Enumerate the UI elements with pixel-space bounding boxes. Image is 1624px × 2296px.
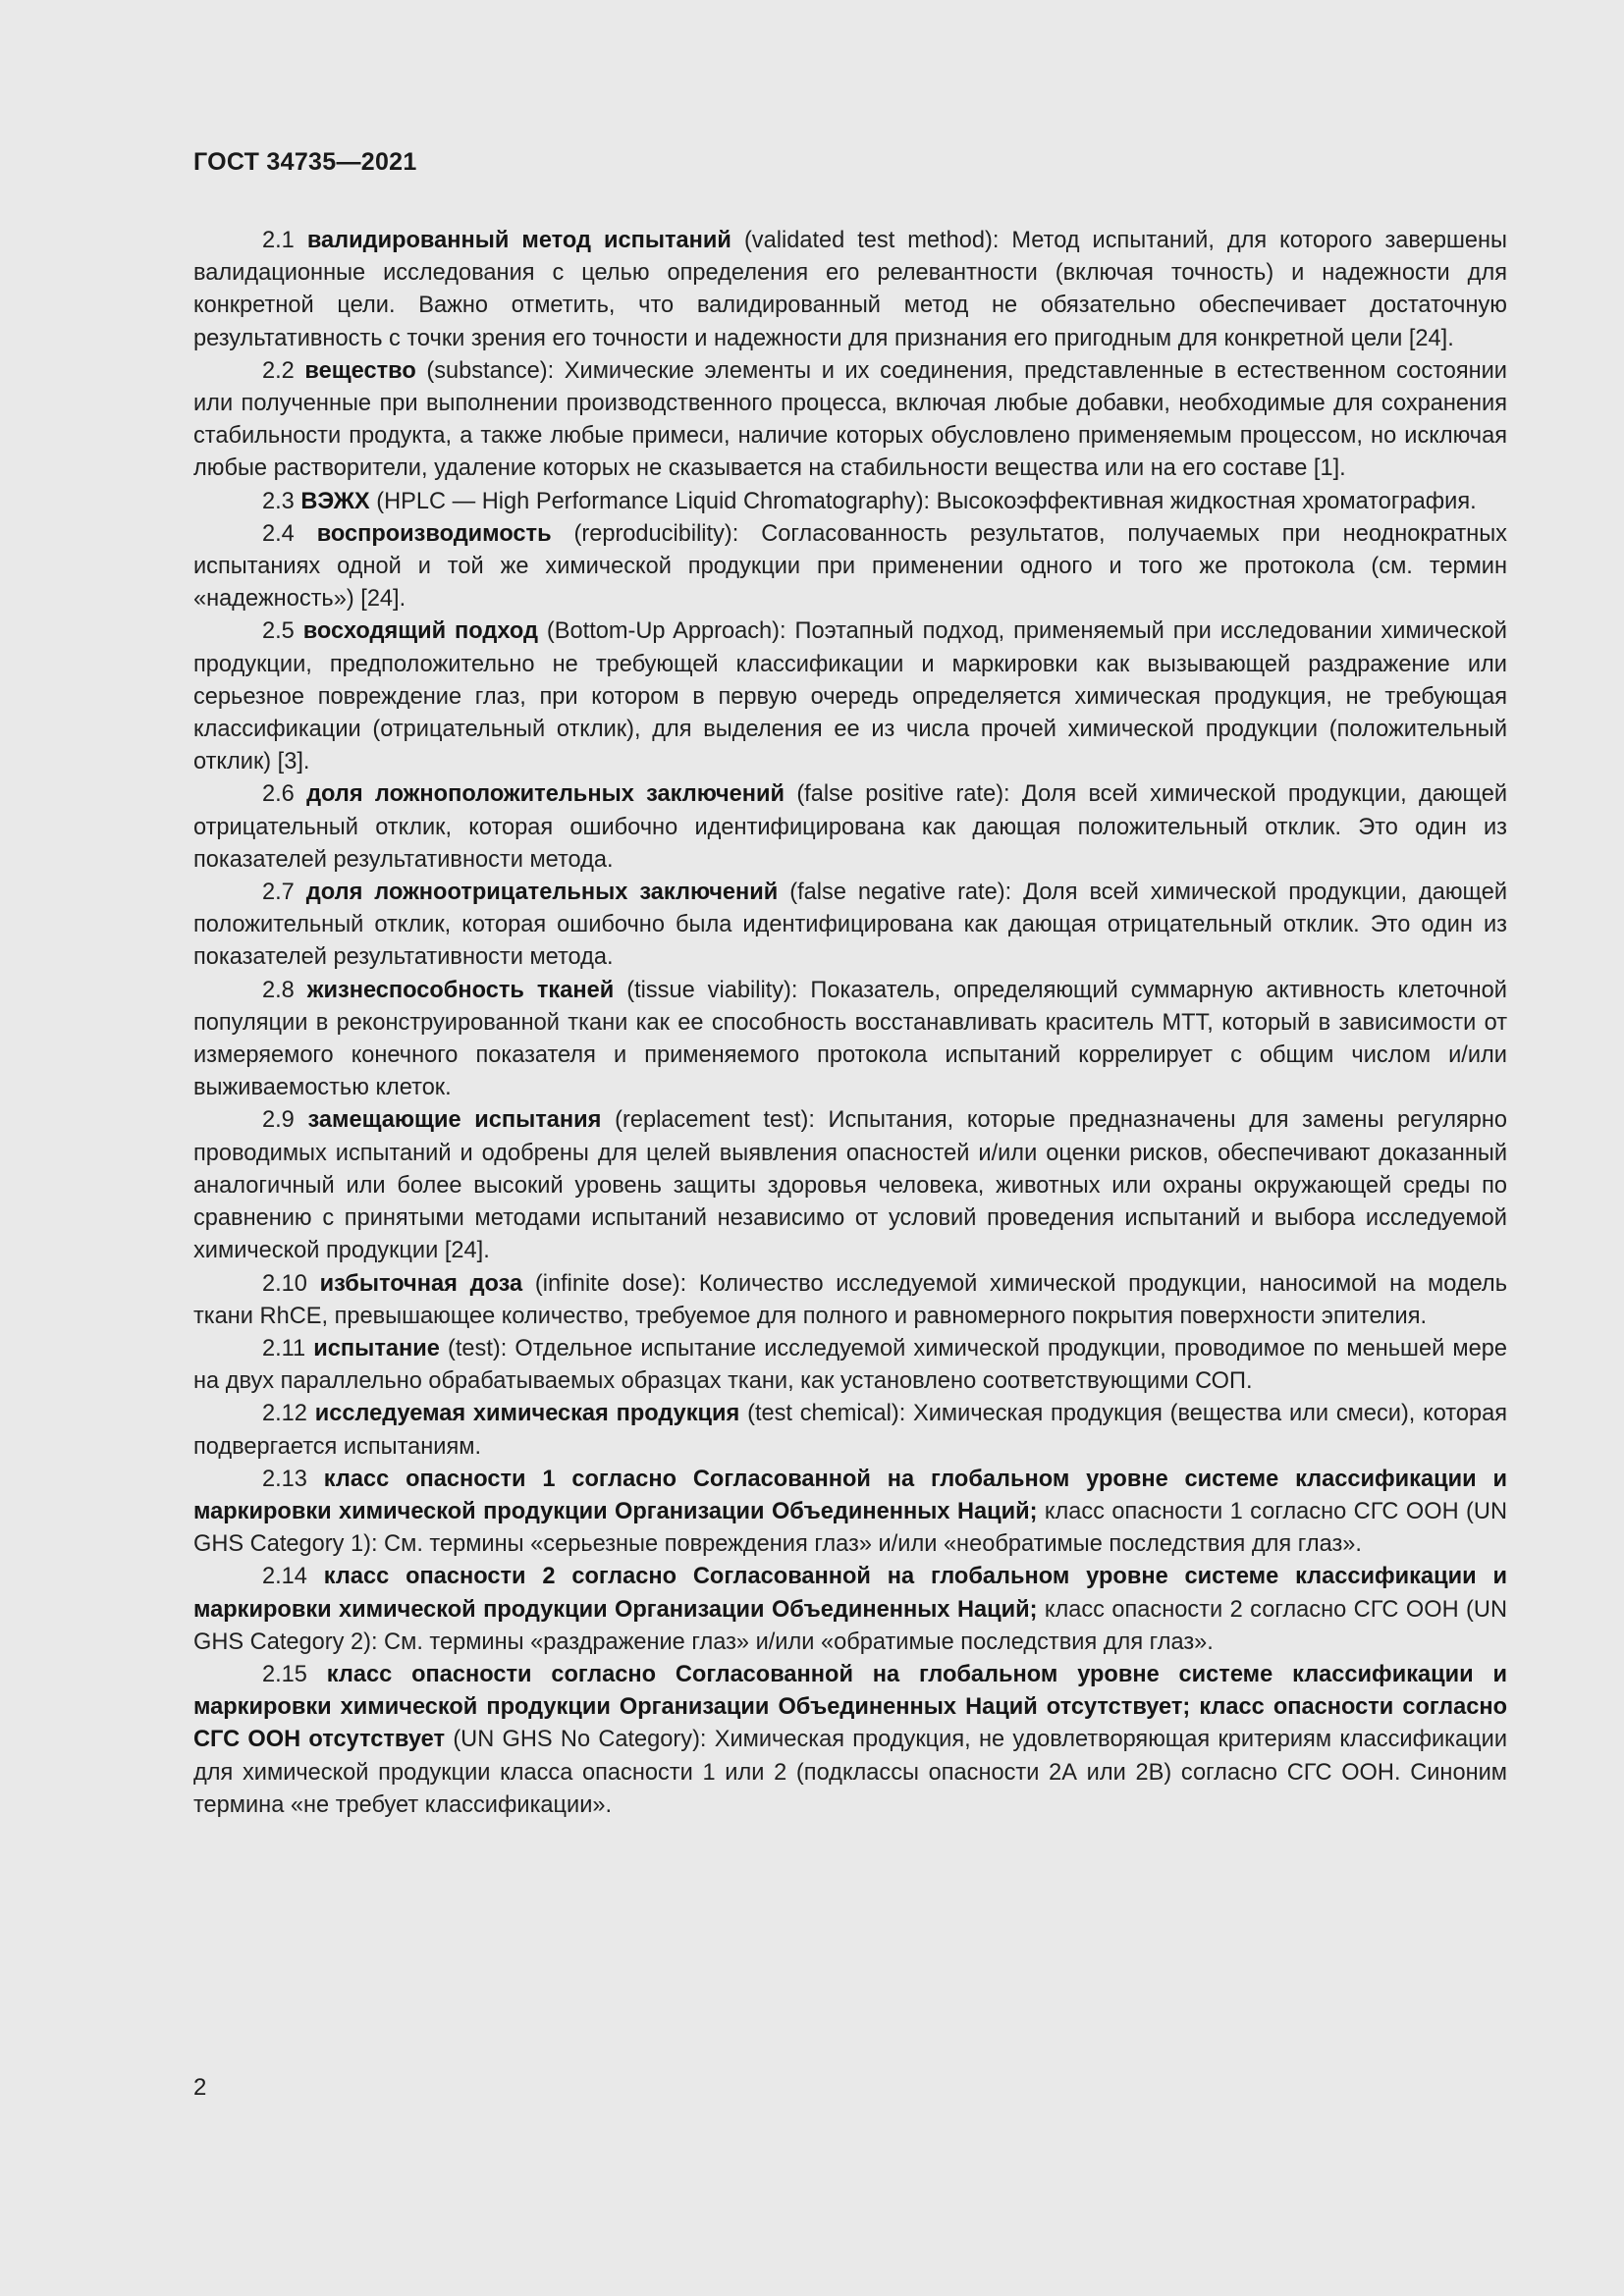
definition-number: 2.7 bbox=[262, 880, 295, 906]
definition-term: вещество bbox=[304, 357, 416, 384]
definitions-list bbox=[193, 225, 1507, 1822]
definition-number: 2.15 bbox=[262, 1661, 307, 1687]
definition-number: 2.8 bbox=[262, 977, 295, 1003]
definition-text: (test chemical): Химическая продукция (вещества или смеси), которая подвергается испытаниям. bbox=[193, 1401, 1507, 1460]
definition-term: ВЭЖХ bbox=[300, 488, 370, 514]
definition-number: 2.1 bbox=[262, 228, 295, 253]
definition-text: (infinite dose): Количество исследуемой химической продукции, наносимой на модель ткани RhCE, превышающее количество, требуемое для полного и равномерного покрытия поверхности эпителия. bbox=[193, 1270, 1507, 1329]
definition-text: (test): Отдельное испытание исследуемой химической продукции, проводимое по меньшей мере на двух параллельно обрабатываемых образцах ткани, как установлено соответствующими СОП. bbox=[193, 1335, 1507, 1395]
definition-term: испытание bbox=[313, 1335, 440, 1362]
definition-number: 2.6 bbox=[262, 781, 295, 808]
definition-text: (HPLC — High Performance Liquid Chromatography): Высокоэффективная жидкостная хроматография. bbox=[376, 488, 1477, 514]
definition-number: 2.11 bbox=[262, 1335, 306, 1362]
page-number: 2 bbox=[193, 2074, 207, 2101]
definition-2-7 bbox=[193, 877, 1507, 975]
definition-2-12 bbox=[193, 1398, 1507, 1463]
definition-2-15 bbox=[193, 1659, 1507, 1822]
definition-2-11 bbox=[193, 1333, 1507, 1398]
definition-term: избыточная доза bbox=[319, 1270, 523, 1297]
definition-text: (Bottom-Up Approach): Поэтапный подход, применяемый при исследовании химической продукции, предположительно не требующей классификации и маркировки как вызывающей раздражение или серьезное повреждение глаз, при котором в первую очередь определяется химическая продукция, не требующая классификации (отрицательный отклик), для выделения ее из числа прочей химической продукции (положительный отклик) [3]. bbox=[193, 618, 1507, 775]
definition-number: 2.14 bbox=[262, 1564, 307, 1590]
definition-2-9 bbox=[193, 1104, 1507, 1267]
definition-number: 2.5 bbox=[262, 618, 295, 645]
definition-term: исследуемая химическая продукция bbox=[314, 1401, 740, 1427]
definition-text: (UN GHS No Category): Химическая продукция, не удовлетворяющая критериям классификации для химической продукции класса опасности 1 или 2 (подклассы опасности 2А или 2В) согласно СГС ООН. Синоним термина «не требует классификации». bbox=[193, 1727, 1507, 1818]
definition-text: (substance): Химические элементы и их соединения, представленные в естественном состоянии или полученные при выполнении производственного процесса, включая любые добавки, необходимые для сохранения стабильности продукта, а также любые примеси, наличие которых обусловлено применяемым процессом, но исключая любые растворители, удаление которых не сказывается на стабильности вещества или на его составе [1]. bbox=[193, 357, 1507, 482]
definition-term: восходящий подход bbox=[302, 618, 538, 645]
definition-text: класс опасности 1 согласно СГС ООН (UN GHS Category 1): См. термины «серьезные повреждения глаз» и/или «необратимые последствия для глаз». bbox=[193, 1498, 1507, 1558]
definition-2-6 bbox=[193, 778, 1507, 877]
definition-term: доля ложноотрицательных заключений bbox=[305, 880, 779, 906]
definition-text: (false negative rate): Доля всей химической продукции, дающей положительный отклик, которая ошибочно была идентифицирована как дающая отрицательный отклик. Это один из показателей результативности метода. bbox=[193, 880, 1508, 971]
definition-term: жизнеспособность тканей bbox=[306, 977, 615, 1003]
definition-term: класс опасности 2 согласно Согласованной на глобальном уровне системе классификации и маркировки химической продукции Организации Объединенных Наций; bbox=[193, 1564, 1507, 1623]
definition-2-14 bbox=[193, 1561, 1507, 1659]
definition-2-5 bbox=[193, 615, 1507, 778]
definition-number: 2.10 bbox=[262, 1270, 307, 1297]
definition-number: 2.4 bbox=[262, 520, 295, 547]
definition-text: (reproducibility): Согласованность результатов, получаемых при неоднократных испытаниях одной и той же химической продукции при применении одного и того же протокола (см. термин «надежность») [24]. bbox=[193, 520, 1507, 613]
definition-term: замещающие испытания bbox=[307, 1107, 602, 1134]
definition-2-4 bbox=[193, 518, 1507, 616]
definition-2-1 bbox=[193, 225, 1507, 355]
definition-2-8 bbox=[193, 975, 1507, 1105]
definition-number: 2.9 bbox=[262, 1107, 295, 1134]
definition-text: (false positive rate): Доля всей химической продукции, дающей отрицательный отклик, которая ошибочно идентифицирована как дающая положительный отклик. Это один из показателей результативности метода. bbox=[193, 781, 1507, 873]
definition-number: 2.12 bbox=[262, 1401, 307, 1427]
definition-term: валидированный метод испытаний bbox=[306, 228, 731, 253]
definition-number: 2.2 bbox=[262, 357, 295, 384]
definition-2-10 bbox=[193, 1268, 1507, 1333]
definition-number: 2.3 bbox=[262, 488, 295, 514]
definition-text: (tissue viability): Показатель, определяющий суммарную активность клеточной популяции в реконструированной ткани как ее способность восстанавливать краситель МТТ, который в зависимости от измеряемого конечного показателя и применяемого протокола испытаний коррелирует с общим числом и/или выживаемостью клеток. bbox=[193, 977, 1507, 1101]
definition-term: воспроизводимость bbox=[316, 520, 552, 547]
definition-term: доля ложноположительных заключений bbox=[306, 781, 785, 808]
definition-2-2 bbox=[193, 355, 1507, 486]
definition-text: (replacement test): Испытания, которые предназначены для замены регулярно проводимых испытаний и одобрены для целей выявления опасностей и/или оценки рисков, обеспечивают доказанный аналогичный или более высокий уровень защиты здоровья человека, животных или охраны окружающей среды по сравнению с принятыми методами испытаний независимо от условий проведения испытаний и выбора исследуемой химической продукции [24]. bbox=[193, 1107, 1508, 1264]
definition-term: класс опасности согласно Согласованной на глобальном уровне системе классификации и маркировки химической продукции Организации Объединенных Наций отсутствует; класс опасности согласно СГС ООН отсутствует bbox=[193, 1661, 1507, 1753]
definition-2-3 bbox=[193, 486, 1507, 518]
definition-2-13 bbox=[193, 1464, 1507, 1562]
definition-text: класс опасности 2 согласно СГС ООН (UN GHS Category 2): См. термины «раздражение глаз» и/или «обратимые последствия для глаз». bbox=[193, 1596, 1507, 1655]
document-header: ГОСТ 34735—2021 bbox=[193, 148, 417, 176]
definition-number: 2.13 bbox=[262, 1466, 307, 1492]
definition-term: класс опасности 1 согласно Согласованной на глобальном уровне системе классификации и маркировки химической продукции Организации Объединенных Наций; bbox=[193, 1466, 1507, 1524]
definition-text: (validated test method): Метод испытаний, для которого завершены валидационные исследования с целью определения его релевантности (включая точность) и надежности для конкретной цели. Важно отметить, что валидированный метод не обязательно обеспечивает достаточную результативность с точки зрения его точности и надежности для признания его пригодным для конкретной цели [24]. bbox=[193, 228, 1507, 351]
